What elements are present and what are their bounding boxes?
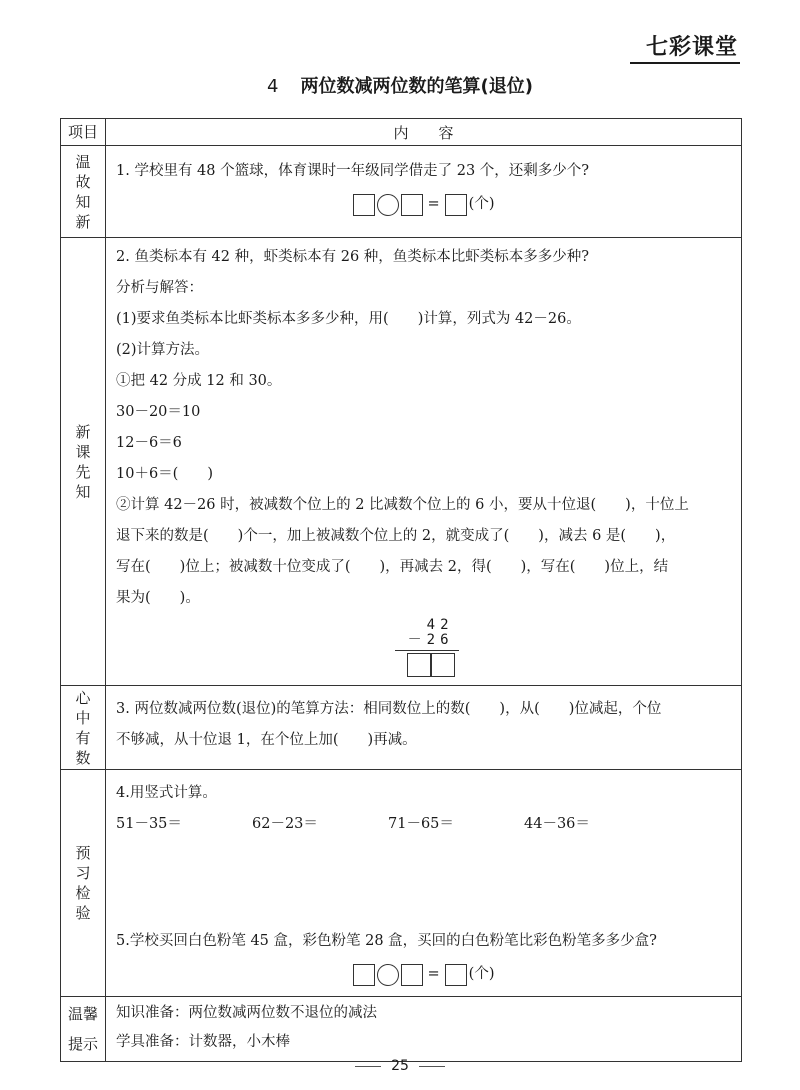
table-header-row — [61, 119, 742, 146]
answer-box[interactable] — [353, 194, 375, 216]
tips-label: 温馨 提示 — [61, 997, 106, 1062]
tools-prep: 学具准备：计数器，小木棒 — [116, 1034, 290, 1050]
method-summary-line-1: 3. 两位数减两位数(退位)的笔算方法：相同数位上的数( )，从( )位减起，个位 — [116, 701, 662, 717]
brand-logo: 七彩课堂 — [645, 35, 738, 60]
question-1: 1. 学校里有 48 个篮球，体育课时一年级同学借走了 23 个，还剩多少个? — [116, 163, 590, 179]
mind-label: 心 中 有 数 — [61, 686, 106, 770]
equals-sign: = — [427, 196, 440, 212]
analysis-label: 分析与解答： — [116, 280, 203, 296]
method-2-line-1: ②计算 42－26 时，被减数个位上的 2 比减数个位上的 6 小，要从十位退( )，十位上 — [116, 497, 689, 513]
page-number: 25 — [391, 1058, 409, 1074]
mind-row — [61, 686, 742, 770]
lesson-title: 两位数减两位数的笔算(退位) — [300, 76, 533, 97]
new-lesson-content — [106, 238, 742, 686]
operator-circle[interactable] — [377, 964, 399, 986]
answer-box[interactable] — [445, 964, 467, 986]
review-label: 温 故 知 新 — [61, 146, 106, 238]
mind-content — [106, 686, 742, 770]
answer-box[interactable] — [353, 964, 375, 986]
new-lesson-label: 新 课 先 知 — [61, 238, 106, 686]
unit-label: (个) — [468, 196, 495, 212]
preview-content — [106, 770, 742, 997]
header-content: 内 容 — [106, 119, 742, 146]
problem-item: 62－23＝ — [252, 816, 318, 832]
equation-1: 30－20＝10 — [116, 404, 201, 420]
operator-circle[interactable] — [377, 194, 399, 216]
question-5: 5.学校买回白色粉笔 45 盒，彩色粉笔 28 盒，买回的白色粉笔比彩色粉笔多多少盒? — [116, 933, 657, 949]
method-2-line-2: 退下来的数是( )个一，加上被减数个位上的 2，就变成了( )，减去 6 是( )， — [116, 528, 676, 544]
question-4: 4.用竖式计算。 — [116, 785, 217, 801]
question-2: 2. 鱼类标本有 42 种，虾类标本有 26 种，鱼类标本比虾类标本多多少种? — [116, 249, 590, 265]
unit-label: (个) — [468, 966, 495, 982]
tips-row — [61, 997, 742, 1062]
equation-2: 12－6＝6 — [116, 435, 182, 451]
lesson-table — [60, 118, 742, 1062]
vertical-calculation: 4 2 － 2 6 — [389, 618, 459, 677]
problem-item: 44－36＝ — [524, 816, 590, 832]
step-1: (1)要求鱼类标本比虾类标本多多少种，用( )计算，列式为 42－26。 — [116, 311, 581, 327]
step-2: (2)计算方法。 — [116, 342, 210, 358]
method-1: ①把 42 分成 12 和 30。 — [116, 373, 282, 389]
brand-underline — [630, 62, 740, 64]
answer-box[interactable] — [445, 194, 467, 216]
header-item: 项目 — [61, 119, 106, 146]
problem-item: 51－35＝ — [116, 816, 182, 832]
problem-list — [116, 809, 731, 840]
method-summary-line-2: 不够减，从十位退 1，在个位上加( )再减。 — [116, 732, 417, 748]
equation-3: 10＋6＝( ) — [116, 466, 213, 482]
answer-formula-5 — [116, 959, 731, 990]
answer-box-tens[interactable] — [407, 653, 431, 677]
problem-item: 71－65＝ — [388, 816, 454, 832]
preview-row — [61, 770, 742, 997]
answer-box[interactable] — [401, 194, 423, 216]
tips-content — [106, 997, 742, 1062]
answer-box[interactable] — [401, 964, 423, 986]
page-title — [0, 72, 800, 98]
lesson-number: 4 — [267, 76, 279, 97]
knowledge-prep: 知识准备：两位数减两位数不退位的减法 — [116, 1005, 377, 1021]
method-2-line-4: 果为( )。 — [116, 590, 200, 606]
preview-label: 预 习 检 验 — [61, 770, 106, 997]
answer-box-ones[interactable] — [431, 653, 455, 677]
work-space[interactable] — [116, 840, 731, 926]
answer-formula-1 — [116, 189, 731, 220]
review-content — [106, 146, 742, 238]
page-footer — [0, 1058, 800, 1074]
equals-sign: = — [427, 966, 440, 982]
method-2-line-3: 写在( )位上；被减数十位变成了( )，再减去 2，得( )，写在( )位上，结 — [116, 559, 669, 575]
review-row — [61, 146, 742, 238]
new-lesson-row — [61, 238, 742, 686]
